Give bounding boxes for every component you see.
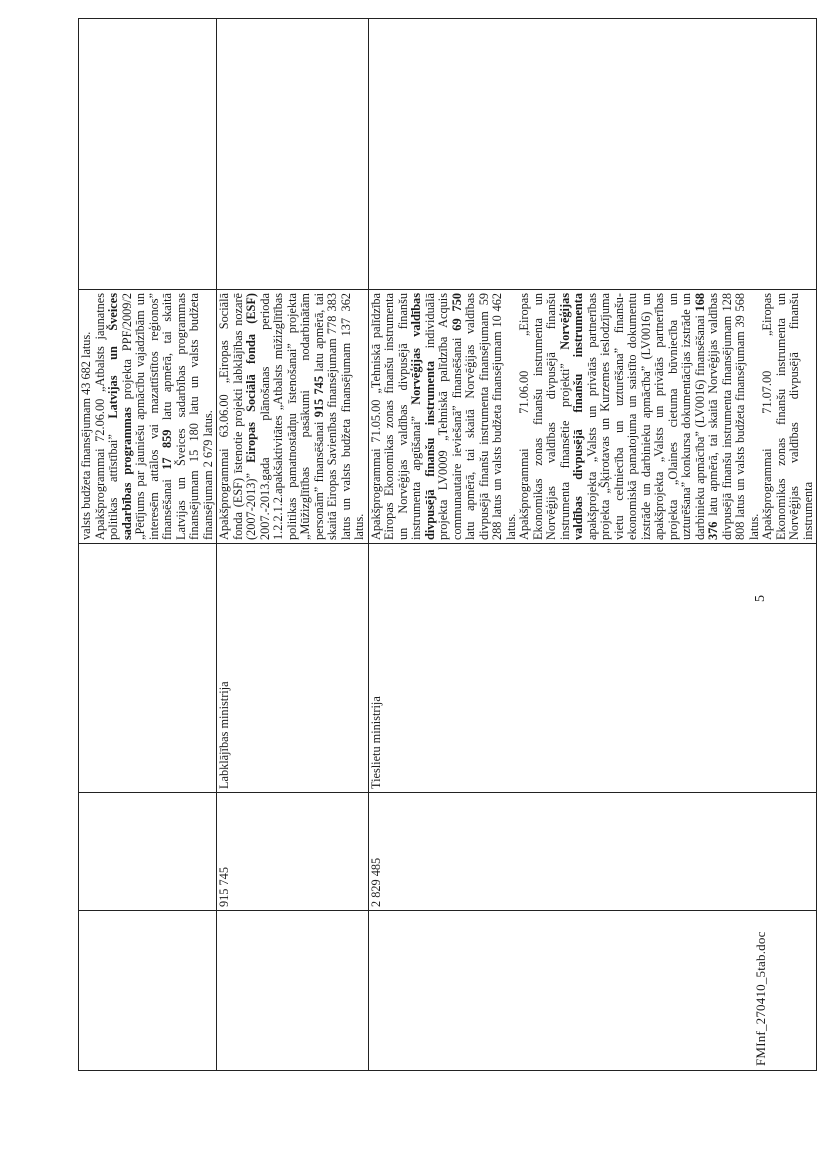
- bold-text: 69 750: [449, 293, 464, 331]
- description-cell: [368, 290, 817, 544]
- description-paragraph: [218, 293, 367, 540]
- empty-cell: [368, 911, 817, 1071]
- bold-text: Norvēģijas valdības divpusējā finanšu instrumenta: [409, 293, 437, 540]
- empty-cell: [217, 19, 369, 290]
- description-paragraph: [518, 293, 761, 540]
- text-run: valsts budžeta finansējumam 43 682 latus.: [79, 331, 93, 540]
- text-run: latu apmērā, tai skaitā Norvēģijas valdības divpusējā finanšu instrumenta finansējumam 128 808 latus un valsts budžeta finansējumam 39 568 latus.: [706, 293, 761, 540]
- description-cell: [217, 290, 369, 544]
- text-run: Apakšprogrammai 72.06.00 „Atbalsts jaunatnes politikas attīstībai”: [92, 293, 120, 540]
- bold-text: Latvijas un Šveices sadarbības programmas: [106, 293, 134, 540]
- text-run: latu apmērā, tai skaitā Eiropas Savienības finansējumam 778 383 latus un valsts budžeta finansējumam 137 362 latus.: [311, 293, 366, 540]
- footer-filename: FMInf_270410_5tab.doc: [753, 931, 768, 1066]
- text-run: Apakšprogrammai 63.06.00 „Eiropas Sociālā fonda (ESF) īstenotie projekti labklājības nozarē (2007-2013)”: [217, 293, 258, 540]
- text-run: Apakšprogrammai 71.06.00 „Eiropas Ekonomikas zonas finanšu instrumenta un Norvēģijas valdības divpusējā finanšu instrumenta finansētie projekti”: [517, 293, 572, 540]
- allocation-table: [78, 18, 817, 1071]
- empty-cell: [79, 19, 217, 290]
- amount-cell: [79, 793, 217, 911]
- empty-cell: [217, 911, 369, 1071]
- table-row: [79, 19, 217, 1071]
- bold-text: 168 376: [692, 293, 720, 540]
- text-run: projekta PPF/2009/2 „Pētījums par jauniešu apmācību vajadzībām un interesēm attālos vai mazattīstītos reģionos” finansēšanai: [119, 293, 174, 540]
- description-cell: [79, 290, 217, 544]
- table-row: [217, 19, 369, 1071]
- ministry-cell: Tieslietu ministrija: [368, 544, 817, 793]
- description-paragraph: [370, 293, 519, 540]
- text-run: Apakšprogrammai 71.07.00 „Eiropas Ekonomikas zonas finanšu instrumenta un Norvēģijas valdības divpusējā finanšu instrumenta: [760, 293, 815, 540]
- bold-text: 17 859: [160, 429, 174, 470]
- amount-cell: 2 829 485: [368, 793, 817, 911]
- table-row: [368, 19, 817, 1071]
- empty-cell: [79, 911, 217, 1071]
- amount-cell: 915 745: [217, 793, 369, 911]
- text-run: apakšprojekta „Valsts un privātās partnerības projekta „Šķirotavas un Kurzemes ieslodzījuma vietu celtniecība un uzturēšana” finanšu-ekonomiskā pamatojuma un saistīto dokumentu izstrāde un darbinieku apmācība” (LV0016) un apakšprojekta „Valsts un privātās partnerības projekta „Olaines cietuma būvniecība un uzturēšana” konkursa dokumentācijas izstrāde un darbinieku apmācība” (LV0016) finansēšanai: [584, 293, 707, 540]
- text-run: 2007.-2013.gada plānošanas perioda 1.2.2.1.2.apakšaktivitātes „Atbalsts mūžizglītības politikas pamatnostādņu īstenošanai” projekta „Mūžizglītības pasākumi nodarbinātām personām” finansēšanai: [257, 293, 326, 540]
- text-run: latu apmērā, tai skaitā Norvēģijas valdības divpusējā finanšu instrumenta finansējumam 59 288 latus un valsts budžeta finansējumam 10 462 latus.: [463, 293, 518, 540]
- description-paragraph: [80, 293, 94, 540]
- bold-text: Eiropas Sociālā fonda (ESF): [244, 293, 258, 463]
- ministry-cell: [79, 544, 217, 793]
- text-run: individuālā projekta LV0009 „Tehniskā palīdzība Acquis communautaire ieviešanā” finansēšanai: [422, 293, 464, 540]
- bold-text: 915 745: [311, 376, 326, 418]
- bold-text: Norvēģijas valdības divpusējā finanšu instrumenta: [557, 293, 585, 540]
- empty-cell: [368, 19, 817, 290]
- page-number: 5: [753, 595, 768, 602]
- text-run: latu apmērā, tai skaitā Latvijas un Šveices sadarbības programmas finansējumam 15 180 latu un valsts budžeta finansējumam 2 679 latus.: [160, 293, 215, 540]
- table-body: [79, 19, 817, 1071]
- description-paragraph: [761, 293, 815, 540]
- text-run: Apakšprogrammai 71.05.00 „Tehniskā palīdzība Eiropas Ekonomikas zonas finanšu instrumenta un Norvēģijas valdības divpusējā finanšu instrumenta apgūšanai”: [368, 293, 423, 540]
- ministry-cell: Labklājības ministrija: [217, 544, 369, 793]
- description-paragraph: [94, 293, 216, 540]
